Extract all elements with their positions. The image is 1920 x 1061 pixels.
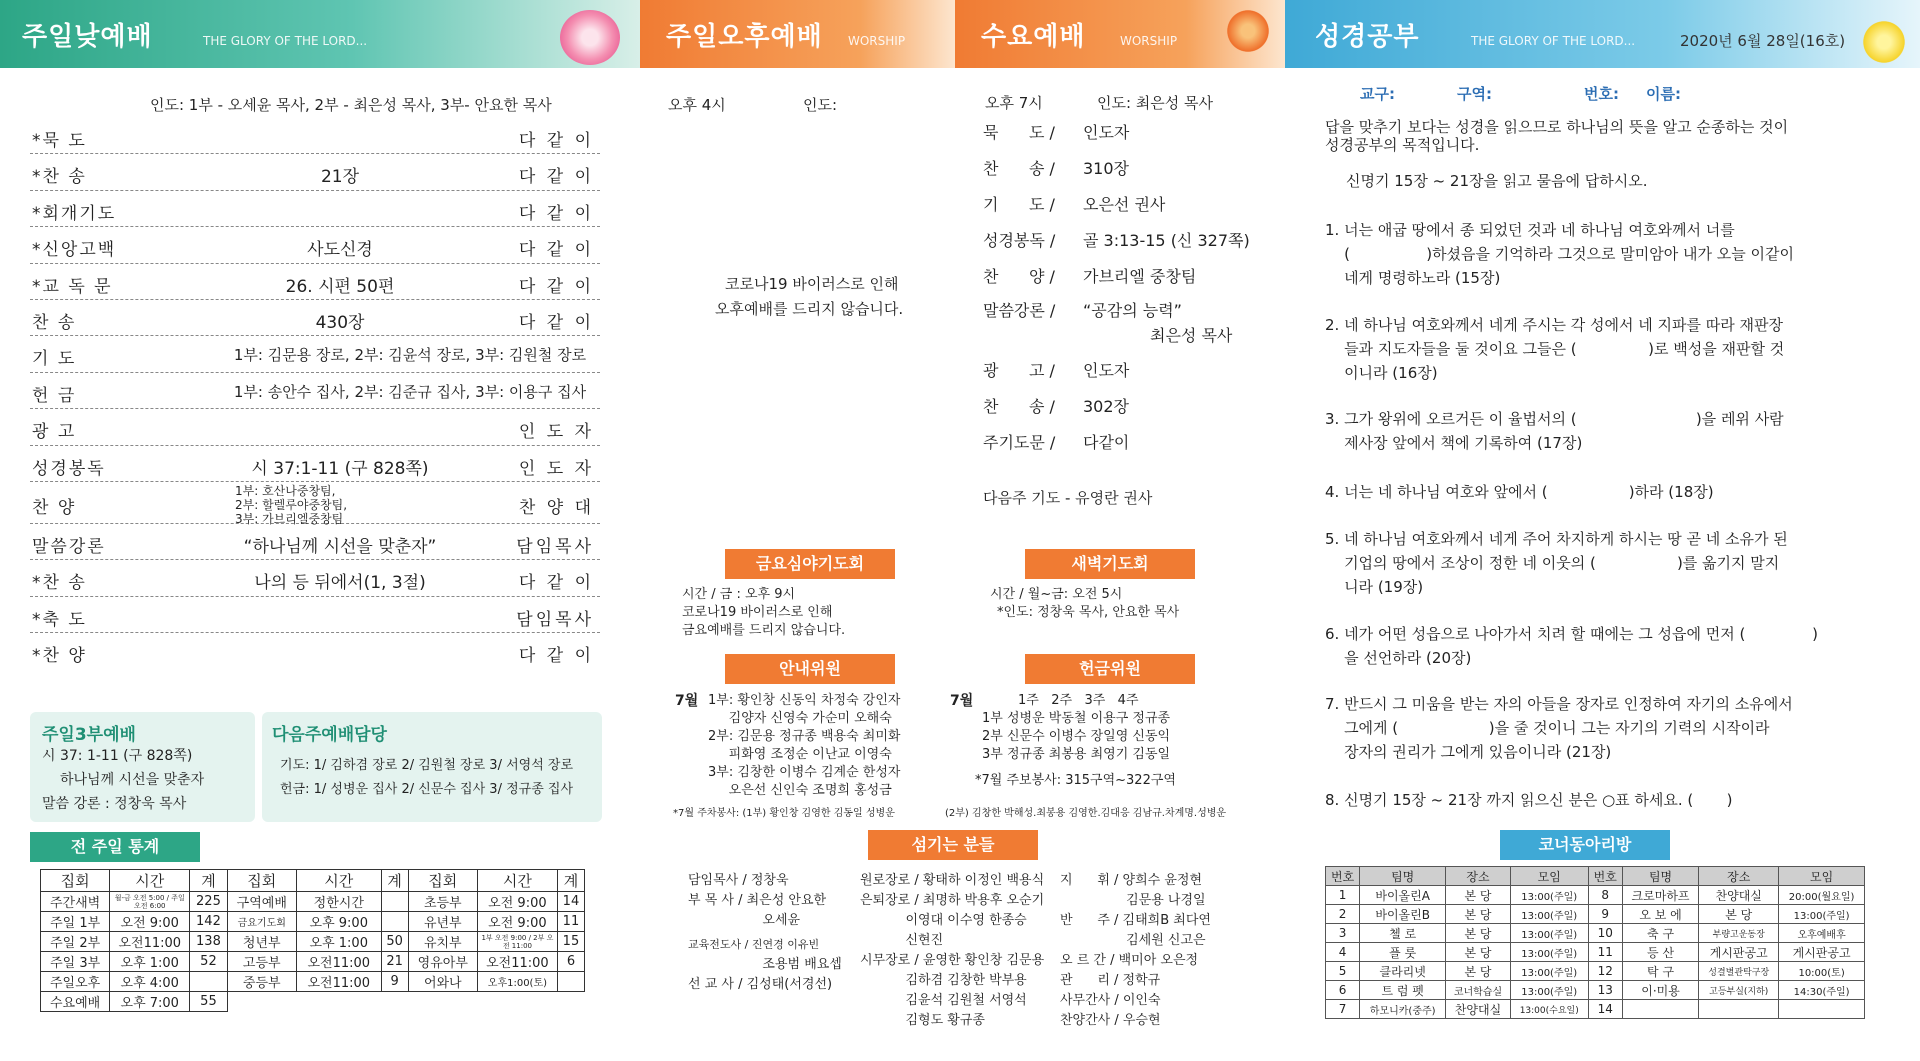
stats-table — [40, 869, 585, 1012]
table-row: 주일 1부 오전 9:00 142 금요기도회 오후 9:00 유년부 오전 9:00 11 — [41, 912, 585, 932]
third-service-line: 말씀 강론 : 정창욱 목사 — [42, 796, 187, 812]
morning-order-list — [30, 118, 600, 669]
study-instruction: 신명기 15장 ~ 21장을 읽고 물음에 답하시오. — [1346, 172, 1648, 190]
afternoon-leader: 인도: — [803, 96, 838, 114]
table-row: 5 클라리넷 본 당 13:00(주일) 12 탁 구 성결별관탁구장 10:00(토) — [1326, 962, 1865, 981]
issue-date: 2020년 6월 28일(16호) — [1680, 32, 1846, 50]
order-row: 광 고 인 도 자 — [30, 409, 600, 445]
third-service-title: 주일3부예배 — [42, 725, 136, 745]
next-week-title: 다음주예배담당 — [272, 725, 387, 745]
table-row: 주일 2부 오전11:00 138 청년부 오후 1:00 50 유치부 1부 오전 9:00 / 2부 오전 11:00 15 — [41, 932, 585, 952]
banner-title: 주일낮예배 — [22, 22, 153, 52]
friday-line: 금요예배를 드리지 않습니다. — [682, 623, 846, 638]
order-row: *찬 송 21장 다 같 이 — [30, 154, 600, 190]
ushers-parking: *7월 주차봉사: (1부) 황인창 김영한 김동일 성병운 — [673, 808, 895, 819]
table-row: 주일 3부 오후 1:00 52 고등부 오전11:00 21 영유아부 오전11:00 6 — [41, 952, 585, 972]
friday-line: 시간 / 금 : 오후 9시 — [682, 587, 796, 602]
order-row: *교 독 문 26. 시편 50편 다 같 이 — [30, 264, 600, 300]
friday-title: 금요심야기도회 — [725, 549, 895, 579]
offering-line: 2부 신문수 이병수 장일영 신동익 — [982, 729, 1171, 744]
study-intro: 성경공부의 목적입니다. — [1325, 136, 1480, 154]
ushers-month: 7월 — [675, 693, 699, 709]
table-row: 3 첼 로 본 당 13:00(주일) 10 축 구 부량고운동장 오후예배후 — [1326, 924, 1865, 943]
order-row: *묵 도 다 같 이 — [30, 118, 600, 154]
field-name: 이름: — [1646, 85, 1681, 103]
table-row: 4 플 룻 본 당 13:00(주일) 11 등 산 게시판공고 게시판공고 — [1326, 943, 1865, 962]
order-row: 기 도 / 오은선 권사 — [983, 195, 1166, 214]
table-row: 주간새벽 월-금 오전 5:00 / 주일 오전 6:00 225 구역예배 정한시간 초등부 오전 9:00 14 — [41, 892, 585, 912]
order-row: *회개기도 다 같 이 — [30, 191, 600, 227]
order-row: *찬 송 나의 등 뒤에서(1, 3절) 다 같 이 — [30, 560, 600, 596]
banner-bible-study — [1285, 0, 1920, 68]
banner-subtitle: WORSHIP — [1120, 34, 1178, 48]
offering-columns: 1주 2주 3주 4주 — [1018, 693, 1139, 708]
order-row: 성경봉독 / 골 3:13-15 (신 327쪽) — [983, 231, 1250, 250]
question-2: 2. 네 하나님 여호와께서 네게 주시는 각 성에서 네 지파를 따라 재판장 들과 지도자들을 둘 것이요 그들은 ( )로 백성을 재판할 것 이니라 (16장) — [1325, 316, 1785, 382]
third-service-line: 시 37: 1-11 (구 828쪽) — [42, 748, 193, 764]
study-intro: 답을 맞추기 보다는 성경을 읽으므로 하나님의 뜻을 알고 순종하는 것이 — [1325, 118, 1789, 136]
morning-leaders: 인도: 1부 - 오세윤 목사, 2부 - 최은성 목사, 3부- 안요한 목사 — [150, 96, 552, 114]
offering-line: 1부 성병운 박동철 이용구 정규종 — [982, 711, 1171, 726]
wednesday-time: 오후 7시 — [985, 94, 1043, 112]
next-week-box — [262, 712, 602, 822]
order-row: 찬 송 / 310장 — [983, 159, 1129, 178]
order-row: *찬 양 다 같 이 — [32, 646, 594, 667]
table-row: 1 바이올린A 본 당 13:00(주일) 8 크로마하프 찬양대실 20:00(월요일) — [1326, 886, 1865, 905]
banner-title: 주일오후예배 — [666, 22, 823, 52]
table-row: 집회 시간 계 집회 시간 계 집회 시간 계 — [41, 870, 585, 892]
question-7: 7. 반드시 그 미움을 받는 자의 아들을 장자로 인정하여 자기의 소유에서 그에게 ( )을 줄 것이니 그는 자기의 기력의 시작이라 장자의 권리가 그에게 있음이니라 (21장) — [1325, 695, 1793, 761]
offering-note: *7월 주보봉사: 315구역~322구역 — [975, 773, 1176, 788]
table-row: 2 바이올린B 본 당 13:00(주일) 9 오 보 에 본 당 13:00(주일) — [1326, 905, 1865, 924]
question-3: 3. 그가 왕위에 오르거든 이 율법서의 ( )을 레위 사람 제사장 앞에서 책에 기록하여 (17장) — [1325, 410, 1784, 452]
order-row: 기 도 1부: 김문용 장로, 2부: 김윤석 장로, 3부: 김원철 장로 — [30, 336, 600, 372]
dawn-title: 새벽기도회 — [1025, 549, 1195, 579]
wednesday-next-prayer: 다음주 기도 - 유영란 권사 — [983, 489, 1153, 507]
table-row: 주일오후 오후 4:00 중등부 오전11:00 9 어와나 오후1:00(토) — [41, 972, 585, 992]
banner-wednesday — [955, 0, 1285, 68]
wednesday-leader: 인도: 최은성 목사 — [1097, 94, 1214, 112]
order-row: 묵 도 / 인도자 — [983, 123, 1130, 142]
order-row: *신앙고백 사도신경 다 같 이 — [30, 227, 600, 263]
question-5: 5. 네 하나님 여호와께서 네게 주어 차지하게 하시는 땅 곧 네 소유가 된 기업의 땅에서 조상이 정한 네 이웃의 ( )를 옮기지 말지 니라 (19장) — [1325, 530, 1788, 596]
friday-line: 코로나19 바이러스로 인해 — [682, 605, 833, 620]
afternoon-time: 오후 4시 — [668, 96, 726, 114]
order-row: 최은성 목사 — [1150, 326, 1233, 345]
order-row: *축 도 담임목사 — [30, 597, 600, 633]
banner-subtitle: THE GLORY OF THE LORD... — [203, 34, 368, 48]
question-4: 4. 너는 네 하나님 여호와 앞에서 ( )하라 (18장) — [1325, 483, 1714, 501]
order-row: 말씀강론 “하나님께 시선을 맞춘자” 담임목사 — [30, 524, 600, 560]
flower-icon — [1860, 18, 1908, 66]
question-1: 1. 너는 애굽 땅에서 종 되었던 것과 네 하나님 여호와께서 너를 ( )하셨음을 기억하라 그것으로 말미암아 내가 오늘 이같이 네게 명령하노라 (15장) — [1325, 221, 1794, 287]
table-row: 7 하모니카(중주) 찬양대실 13:00(수요일) 14 — [1326, 1000, 1865, 1019]
field-section: 구역: — [1457, 85, 1492, 103]
clubs-title: 코너동아리방 — [1500, 830, 1670, 860]
offering-title: 헌금위원 — [1025, 654, 1195, 684]
maple-leaf-icon — [1225, 6, 1271, 56]
afternoon-notice: 오후예배를 드리지 않습니다. — [715, 300, 904, 318]
offering-line: 3부 정규종 최봉용 최영기 김동일 — [982, 747, 1171, 762]
servants-title: 섬기는 분들 — [868, 830, 1038, 860]
dawn-line: 시간 / 월~금: 오전 5시 — [990, 587, 1123, 602]
order-row: 헌 금 1부: 송안수 집사, 2부: 김준규 집사, 3부: 이용구 집사 — [30, 373, 600, 409]
field-district: 교구: — [1360, 85, 1395, 103]
flower-icon — [560, 10, 620, 65]
third-service-box — [30, 712, 255, 822]
table-row: 번호 팀명 장소 모임 번호 팀명 장소 모임 — [1326, 867, 1865, 886]
next-week-line: 기도: 1/ 김하겸 장로 2/ 김원철 장로 3/ 서영석 장로 — [280, 758, 574, 773]
order-row: 찬 송 / 302장 — [983, 397, 1129, 416]
clubs-table — [1325, 866, 1865, 1019]
order-row: 찬 양 1부: 호산나중창팀, 2부: 할렐루야중창팀, 3부: 가브리엘중창팀 찬 양 대 — [30, 482, 600, 524]
banner-subtitle: THE GLORY OF THE LORD... — [1471, 34, 1636, 48]
order-row: 말씀강론 / “공감의 능력” — [983, 301, 1182, 320]
banner-sunday-afternoon — [640, 0, 955, 68]
question-8: 8. 신명기 15장 ~ 21장 까지 읽으신 분은 ○표 하세요. ( ) — [1325, 791, 1733, 809]
banner-title: 수요예배 — [981, 22, 1086, 52]
order-row: 성경봉독 시 37:1-11 (구 828쪽) 인 도 자 — [30, 446, 600, 482]
order-row: 찬 양 / 가브리엘 중창팀 — [983, 267, 1197, 286]
order-row: 찬 송 430장 다 같 이 — [30, 300, 600, 336]
order-row: 주기도문 / 다같이 — [983, 433, 1130, 452]
question-6: 6. 네가 어떤 성읍으로 나아가서 치려 할 때에는 그 성읍에 먼저 ( ) 을 선언하라 (20장) — [1325, 625, 1818, 667]
order-row: 광 고 / 인도자 — [983, 361, 1130, 380]
dawn-line: *인도: 정창욱 목사, 안요한 목사 — [997, 605, 1180, 620]
offering-month: 7월 — [950, 693, 974, 709]
afternoon-notice: 코로나19 바이러스로 인해 — [725, 275, 899, 293]
ushers-title: 안내위원 — [725, 654, 895, 684]
banner-subtitle: WORSHIP — [848, 34, 906, 48]
offering-parking: (2부) 김창한 박해성.최봉용 김영한.김대응 김남규.차계명.성병운 — [945, 808, 1227, 819]
table-row: 수요예배 오후 7:00 55 — [41, 992, 585, 1012]
stats-title: 전 주일 통계 — [30, 832, 200, 862]
banner-title: 성경공부 — [1315, 22, 1420, 52]
field-number: 번호: — [1584, 85, 1619, 103]
table-row: 6 트 럼 펫 코너학습실 13:00(주일) 13 이·미용 고등부실(지하) 14:30(주일) — [1326, 981, 1865, 1000]
banner-sunday-morning — [0, 0, 640, 68]
next-week-line: 헌금: 1/ 성병운 집사 2/ 신문수 집사 3/ 정규종 집사 — [280, 782, 574, 797]
third-service-line: 하나님께 시선을 맞춘자 — [60, 772, 205, 788]
